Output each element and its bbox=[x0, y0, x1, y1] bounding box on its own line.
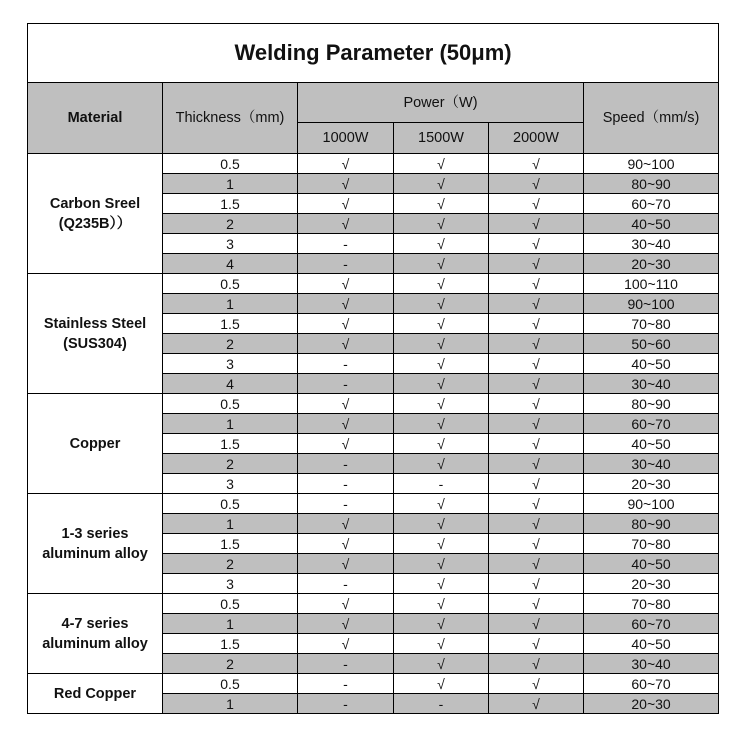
material-name-line: Red Copper bbox=[53, 685, 137, 702]
speed-cell: 40~50 bbox=[584, 634, 719, 654]
power-2000w-cell: √ bbox=[489, 674, 584, 694]
material-cell bbox=[28, 394, 163, 494]
power-1000w-cell: - bbox=[298, 474, 394, 494]
thickness-cell: 1 bbox=[163, 694, 298, 714]
power-1500w-cell: - bbox=[394, 694, 489, 714]
power-1000w-cell: - bbox=[298, 674, 394, 694]
power-2000w-cell: √ bbox=[489, 334, 584, 354]
thickness-cell: 3 bbox=[163, 234, 298, 254]
power-1500w-cell: √ bbox=[394, 654, 489, 674]
thickness-cell: 2 bbox=[163, 334, 298, 354]
thickness-cell: 3 bbox=[163, 574, 298, 594]
material-cell bbox=[28, 154, 163, 274]
header-speed: Speed（mm/s) bbox=[584, 83, 719, 154]
speed-cell: 50~60 bbox=[584, 334, 719, 354]
speed-cell: 20~30 bbox=[584, 474, 719, 494]
power-1500w-cell: √ bbox=[394, 274, 489, 294]
power-1500w-cell: √ bbox=[394, 374, 489, 394]
speed-cell: 40~50 bbox=[584, 214, 719, 234]
power-2000w-cell: √ bbox=[489, 414, 584, 434]
power-2000w-cell: √ bbox=[489, 194, 584, 214]
power-1500w-cell: √ bbox=[394, 174, 489, 194]
power-1000w-cell: - bbox=[298, 354, 394, 374]
thickness-cell: 3 bbox=[163, 474, 298, 494]
thickness-cell: 0.5 bbox=[163, 274, 298, 294]
power-2000w-cell: √ bbox=[489, 354, 584, 374]
thickness-cell: 1.5 bbox=[163, 314, 298, 334]
power-1000w-cell: √ bbox=[298, 194, 394, 214]
thickness-cell: 1.5 bbox=[163, 634, 298, 654]
power-1000w-cell: √ bbox=[298, 174, 394, 194]
table-title: Welding Parameter (50μm) bbox=[28, 24, 719, 83]
power-1500w-cell: √ bbox=[394, 314, 489, 334]
header-thickness: Thickness（mm) bbox=[163, 83, 298, 154]
power-2000w-cell: √ bbox=[489, 594, 584, 614]
speed-cell: 40~50 bbox=[584, 434, 719, 454]
table-row bbox=[28, 394, 719, 414]
speed-cell: 70~80 bbox=[584, 534, 719, 554]
power-1500w-cell: √ bbox=[394, 594, 489, 614]
power-2000w-cell: √ bbox=[489, 454, 584, 474]
thickness-cell: 2 bbox=[163, 214, 298, 234]
material-cell bbox=[28, 594, 163, 674]
table-row bbox=[28, 494, 719, 514]
power-1500w-cell: √ bbox=[394, 494, 489, 514]
speed-cell: 60~70 bbox=[584, 194, 719, 214]
power-1500w-cell: √ bbox=[394, 634, 489, 654]
power-1000w-cell: √ bbox=[298, 394, 394, 414]
speed-cell: 80~90 bbox=[584, 174, 719, 194]
speed-cell: 30~40 bbox=[584, 234, 719, 254]
power-1500w-cell: √ bbox=[394, 674, 489, 694]
power-1500w-cell: √ bbox=[394, 154, 489, 174]
power-1500w-cell: √ bbox=[394, 574, 489, 594]
power-2000w-cell: √ bbox=[489, 294, 584, 314]
speed-cell: 60~70 bbox=[584, 614, 719, 634]
thickness-cell: 2 bbox=[163, 454, 298, 474]
power-1500w-cell: √ bbox=[394, 454, 489, 474]
thickness-cell: 0.5 bbox=[163, 394, 298, 414]
thickness-cell: 2 bbox=[163, 654, 298, 674]
thickness-cell: 1 bbox=[163, 514, 298, 534]
power-2000w-cell: √ bbox=[489, 214, 584, 234]
material-name-line: aluminum alloy bbox=[42, 635, 148, 652]
thickness-cell: 3 bbox=[163, 354, 298, 374]
power-2000w-cell: √ bbox=[489, 694, 584, 714]
thickness-cell: 1.5 bbox=[163, 194, 298, 214]
power-1500w-cell: √ bbox=[394, 194, 489, 214]
speed-cell: 90~100 bbox=[584, 494, 719, 514]
power-1000w-cell: √ bbox=[298, 434, 394, 454]
power-1500w-cell: - bbox=[394, 474, 489, 494]
power-1000w-cell: - bbox=[298, 254, 394, 274]
power-1000w-cell: - bbox=[298, 574, 394, 594]
title-row bbox=[28, 24, 719, 83]
material-name-line: 1-3 series bbox=[61, 525, 129, 542]
thickness-cell: 2 bbox=[163, 554, 298, 574]
power-2000w-cell: √ bbox=[489, 234, 584, 254]
power-2000w-cell: √ bbox=[489, 274, 584, 294]
speed-cell: 30~40 bbox=[584, 654, 719, 674]
material-name-line: (Q235B）） bbox=[58, 215, 132, 232]
header-row-primary bbox=[28, 83, 719, 123]
speed-cell: 40~50 bbox=[584, 554, 719, 574]
power-2000w-cell: √ bbox=[489, 614, 584, 634]
power-1000w-cell: √ bbox=[298, 274, 394, 294]
header-power: Power（W) bbox=[298, 83, 584, 123]
speed-cell: 80~90 bbox=[584, 394, 719, 414]
power-2000w-cell: √ bbox=[489, 514, 584, 534]
power-1500w-cell: √ bbox=[394, 234, 489, 254]
thickness-cell: 1.5 bbox=[163, 434, 298, 454]
power-2000w-cell: √ bbox=[489, 634, 584, 654]
power-2000w-cell: √ bbox=[489, 314, 584, 334]
power-1000w-cell: √ bbox=[298, 294, 394, 314]
power-1500w-cell: √ bbox=[394, 554, 489, 574]
power-1000w-cell: √ bbox=[298, 634, 394, 654]
power-1500w-cell: √ bbox=[394, 394, 489, 414]
power-1000w-cell: √ bbox=[298, 214, 394, 234]
power-2000w-cell: √ bbox=[489, 474, 584, 494]
power-1500w-cell: √ bbox=[394, 414, 489, 434]
speed-cell: 60~70 bbox=[584, 674, 719, 694]
table-row bbox=[28, 274, 719, 294]
power-1500w-cell: √ bbox=[394, 354, 489, 374]
power-1000w-cell: √ bbox=[298, 534, 394, 554]
power-2000w-cell: √ bbox=[489, 154, 584, 174]
thickness-cell: 4 bbox=[163, 374, 298, 394]
power-1500w-cell: √ bbox=[394, 334, 489, 354]
table-row bbox=[28, 154, 719, 174]
power-2000w-cell: √ bbox=[489, 394, 584, 414]
material-cell bbox=[28, 274, 163, 394]
welding-parameter-table-wrapper bbox=[27, 23, 718, 714]
power-1000w-cell: √ bbox=[298, 554, 394, 574]
power-1000w-cell: √ bbox=[298, 154, 394, 174]
thickness-cell: 1 bbox=[163, 174, 298, 194]
thickness-cell: 0.5 bbox=[163, 494, 298, 514]
material-cell bbox=[28, 674, 163, 714]
power-1500w-cell: √ bbox=[394, 254, 489, 274]
table-body bbox=[28, 24, 719, 714]
material-cell bbox=[28, 494, 163, 594]
table-row bbox=[28, 594, 719, 614]
power-1000w-cell: √ bbox=[298, 334, 394, 354]
power-1000w-cell: √ bbox=[298, 314, 394, 334]
thickness-cell: 0.5 bbox=[163, 594, 298, 614]
speed-cell: 80~90 bbox=[584, 514, 719, 534]
speed-cell: 20~30 bbox=[584, 694, 719, 714]
power-1000w-cell: - bbox=[298, 374, 394, 394]
power-1000w-cell: - bbox=[298, 494, 394, 514]
header-power-1500w: 1500W bbox=[394, 123, 489, 154]
power-1000w-cell: - bbox=[298, 234, 394, 254]
thickness-cell: 1.5 bbox=[163, 534, 298, 554]
header-material: Material bbox=[28, 83, 163, 154]
power-1500w-cell: √ bbox=[394, 614, 489, 634]
power-2000w-cell: √ bbox=[489, 254, 584, 274]
power-1000w-cell: - bbox=[298, 694, 394, 714]
thickness-cell: 0.5 bbox=[163, 674, 298, 694]
power-1500w-cell: √ bbox=[394, 514, 489, 534]
power-2000w-cell: √ bbox=[489, 654, 584, 674]
thickness-cell: 0.5 bbox=[163, 154, 298, 174]
thickness-cell: 1 bbox=[163, 614, 298, 634]
speed-cell: 30~40 bbox=[584, 374, 719, 394]
power-1000w-cell: √ bbox=[298, 414, 394, 434]
welding-parameter-table bbox=[27, 23, 719, 714]
speed-cell: 70~80 bbox=[584, 314, 719, 334]
power-1000w-cell: √ bbox=[298, 514, 394, 534]
speed-cell: 90~100 bbox=[584, 154, 719, 174]
speed-cell: 60~70 bbox=[584, 414, 719, 434]
power-2000w-cell: √ bbox=[489, 174, 584, 194]
power-1500w-cell: √ bbox=[394, 214, 489, 234]
power-1000w-cell: √ bbox=[298, 614, 394, 634]
power-2000w-cell: √ bbox=[489, 574, 584, 594]
material-name-line: 4-7 series bbox=[61, 615, 129, 632]
speed-cell: 30~40 bbox=[584, 454, 719, 474]
power-1500w-cell: √ bbox=[394, 434, 489, 454]
power-1000w-cell: √ bbox=[298, 594, 394, 614]
thickness-cell: 4 bbox=[163, 254, 298, 274]
speed-cell: 20~30 bbox=[584, 574, 719, 594]
thickness-cell: 1 bbox=[163, 294, 298, 314]
material-name-line: (SUS304) bbox=[63, 335, 127, 352]
table-row bbox=[28, 674, 719, 694]
power-1000w-cell: - bbox=[298, 654, 394, 674]
material-name-line: aluminum alloy bbox=[42, 545, 148, 562]
speed-cell: 40~50 bbox=[584, 354, 719, 374]
power-1500w-cell: √ bbox=[394, 534, 489, 554]
header-power-2000w: 2000W bbox=[489, 123, 584, 154]
speed-cell: 90~100 bbox=[584, 294, 719, 314]
header-power-1000w: 1000W bbox=[298, 123, 394, 154]
speed-cell: 20~30 bbox=[584, 254, 719, 274]
material-name-line: Copper bbox=[69, 435, 121, 452]
speed-cell: 70~80 bbox=[584, 594, 719, 614]
material-name-line: Carbon Sreel bbox=[49, 195, 141, 212]
power-2000w-cell: √ bbox=[489, 434, 584, 454]
power-2000w-cell: √ bbox=[489, 494, 584, 514]
power-2000w-cell: √ bbox=[489, 374, 584, 394]
power-1500w-cell: √ bbox=[394, 294, 489, 314]
speed-cell: 100~110 bbox=[584, 274, 719, 294]
power-1000w-cell: - bbox=[298, 454, 394, 474]
material-name-line: Stainless Steel bbox=[43, 315, 147, 332]
power-2000w-cell: √ bbox=[489, 534, 584, 554]
thickness-cell: 1 bbox=[163, 414, 298, 434]
power-2000w-cell: √ bbox=[489, 554, 584, 574]
